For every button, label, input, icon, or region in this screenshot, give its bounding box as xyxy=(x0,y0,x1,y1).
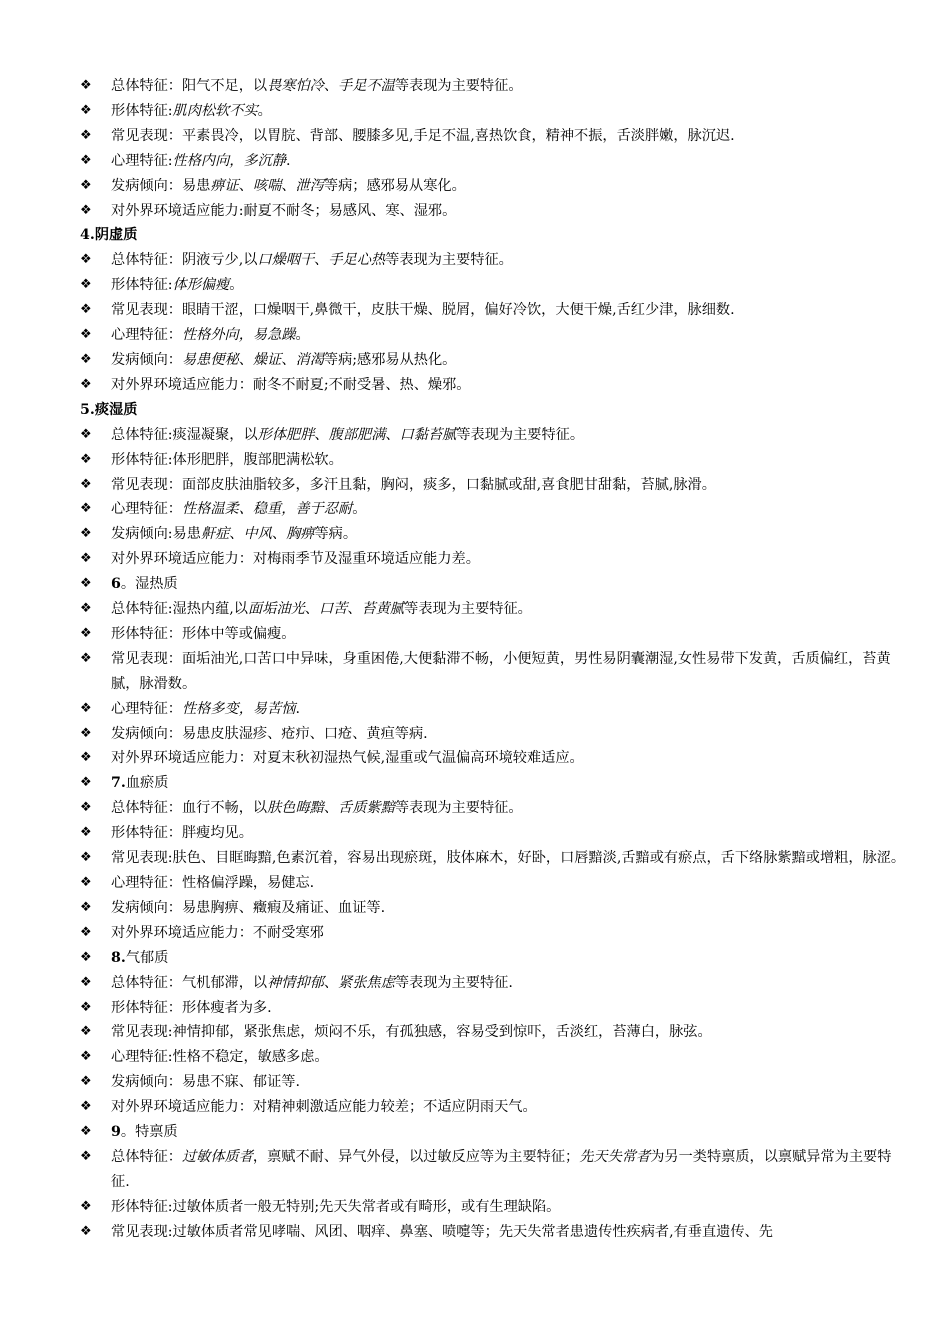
text-run: 心理特征： xyxy=(111,700,182,717)
shire-psych xyxy=(0,697,950,722)
yin-overall xyxy=(0,248,950,273)
text-run: 血瘀质 xyxy=(125,775,169,792)
emphasis-text: 泄泻 xyxy=(295,177,324,194)
qiyu-common xyxy=(0,1020,950,1045)
diamond-bullet-icon: ❖ xyxy=(80,1198,92,1214)
shire-disease xyxy=(0,722,950,747)
line-text xyxy=(80,227,137,243)
line-text xyxy=(111,601,532,617)
document-body xyxy=(0,74,950,1245)
heading-tanshi xyxy=(0,398,950,423)
line-text xyxy=(111,576,178,592)
xueyu-common xyxy=(0,846,950,871)
diamond-bullet-icon: ❖ xyxy=(80,426,92,442)
qiyu-psych xyxy=(0,1045,950,1070)
diamond-bullet-icon: ❖ xyxy=(80,601,92,617)
emphasis-text: 肌肉松软不实 xyxy=(172,102,258,119)
text-run: 、 xyxy=(238,177,253,194)
qiyu-overall xyxy=(0,971,950,996)
text-run: 等表现为主要特征。 xyxy=(394,78,523,94)
line-text xyxy=(111,501,366,517)
line-text xyxy=(111,526,357,542)
text-run: 等表现为主要特征。 xyxy=(456,426,585,443)
text-run: 。湿热质 xyxy=(120,576,178,593)
line-text xyxy=(111,975,513,991)
text-run: 、 xyxy=(323,78,339,94)
line-text xyxy=(111,750,584,766)
line-text xyxy=(111,800,523,816)
text-run: 对外界环境适应能力：不耐受寒邪 xyxy=(111,924,324,941)
emphasis-text: 燥证 xyxy=(252,351,282,368)
tanshi-overall xyxy=(0,423,950,448)
line-text xyxy=(111,726,428,742)
line-text xyxy=(111,452,343,468)
text-run: 等表现为主要特征. xyxy=(394,974,513,991)
line-text xyxy=(111,1074,300,1090)
tanshi-env xyxy=(0,547,950,572)
text-run: 。 xyxy=(295,327,310,344)
text-run: 4. xyxy=(80,227,95,244)
emphasis-text: 口黏苔腻 xyxy=(399,426,457,443)
diamond-bullet-icon: ❖ xyxy=(80,1049,92,1065)
diamond-bullet-icon: ❖ xyxy=(80,351,92,367)
tanshi-form xyxy=(0,448,950,473)
text-run: 对外界环境适应能力:耐夏不耐冬；易感风、寒、湿邪。 xyxy=(111,202,457,219)
diamond-bullet-icon: ❖ xyxy=(80,302,92,318)
text-run: 总体特征：阳气不足，以 xyxy=(111,78,268,94)
text-run: 常见表现：眼睛干涩，口燥咽干,鼻微干，皮肤干燥、脱屑，偏好冷饮，大便干燥,舌红少津，脉细数. xyxy=(111,302,735,319)
text-run: 、 xyxy=(347,601,362,618)
tanshi-common xyxy=(0,473,950,498)
line-text xyxy=(111,103,272,119)
diamond-bullet-icon: ❖ xyxy=(80,725,92,741)
text-run: 发病倾向：易患胸痹、癥瘕及痛证、血证等. xyxy=(111,899,386,916)
diamond-bullet-icon: ❖ xyxy=(80,1124,92,1140)
line-text xyxy=(111,327,310,343)
text-run: 、 xyxy=(238,351,253,368)
line-text xyxy=(111,203,456,219)
text-run: 总体特征：阴液亏少,以 xyxy=(111,252,258,269)
yin-env xyxy=(0,373,950,398)
emphasis-text: 腹部肥满 xyxy=(328,426,386,443)
line-text xyxy=(111,701,300,717)
emphasis-text: 手足心热 xyxy=(328,252,386,269)
diamond-bullet-icon: ❖ xyxy=(80,974,92,990)
emphasis-text: 易患便秘 xyxy=(181,351,239,368)
emphasis-text: 先天失常者 xyxy=(579,1148,651,1165)
diamond-bullet-icon: ❖ xyxy=(80,1148,92,1164)
text-run: 等病;感邪易从热化。 xyxy=(323,351,457,368)
text-run: 7. xyxy=(111,775,126,792)
emphasis-text: 性格外向，易急躁 xyxy=(181,327,296,344)
line-text xyxy=(111,900,385,916)
yin-psych xyxy=(0,323,950,348)
xueyu-env xyxy=(0,921,950,946)
text-run: 总体特征：血行不畅，以 xyxy=(111,800,268,817)
emphasis-text: 咳喘 xyxy=(252,177,282,194)
qiyu-env xyxy=(0,1095,950,1120)
diamond-bullet-icon: ❖ xyxy=(80,1024,92,1040)
text-run: 心理特征: xyxy=(111,152,173,169)
text-run: 对外界环境适应能力：耐冬不耐夏;不耐受暑、热、燥邪。 xyxy=(111,376,471,393)
tanshi-psych xyxy=(0,497,950,522)
qiyu-form xyxy=(0,996,950,1021)
tebing-overall xyxy=(0,1145,950,1195)
diamond-bullet-icon: ❖ xyxy=(80,327,92,343)
text-run: 形体特征：形体中等或偏瘦。 xyxy=(111,625,296,642)
emphasis-text: 体形偏瘦 xyxy=(172,277,230,294)
line-text xyxy=(111,427,584,443)
diamond-bullet-icon: ❖ xyxy=(80,576,92,592)
text-run: 常见表现:肤色、目眶晦黯,色素沉着，容易出现瘀斑，肢体麻木，好卧，口唇黯淡,舌黯或有瘀点，舌下络脉紫黯或增粗，脉涩。 xyxy=(111,850,906,867)
text-run: 发病倾向：易患 xyxy=(111,177,211,194)
line-text xyxy=(111,277,244,293)
diamond-bullet-icon: ❖ xyxy=(80,376,92,392)
diamond-bullet-icon: ❖ xyxy=(80,1223,92,1239)
diamond-bullet-icon: ❖ xyxy=(80,152,92,168)
diamond-bullet-icon: ❖ xyxy=(80,924,92,940)
diamond-bullet-icon: ❖ xyxy=(80,127,92,143)
text-run: 。 xyxy=(352,501,367,518)
yin-form xyxy=(0,273,950,298)
diamond-bullet-icon: ❖ xyxy=(80,1099,92,1115)
diamond-bullet-icon: ❖ xyxy=(80,451,92,467)
text-run: 痰湿质 xyxy=(94,401,138,418)
yang-common xyxy=(0,124,950,149)
line-text xyxy=(111,825,253,841)
text-run: 、 xyxy=(304,601,319,618)
text-run: 心理特征:性格不稳定，敏感多虑。 xyxy=(111,1049,329,1066)
shire-common xyxy=(0,647,950,697)
tanshi-disease xyxy=(0,522,950,547)
text-run: 对外界环境适应能力：对梅雨季节及湿重环境适应能力差。 xyxy=(111,551,480,568)
line-text xyxy=(111,153,291,169)
text-run: 形体特征:体形肥胖，腹部肥满松软。 xyxy=(111,451,343,468)
line-text xyxy=(111,551,480,567)
text-run: 常见表现：面垢油光,口苦口中异味，身重困倦,大便黏滞不畅，小便短黄，男性易阴囊潮湿,女性易带下发黄，舌质偏红，苔黄腻，脉滑数。 xyxy=(111,650,891,692)
line-text xyxy=(111,1099,537,1115)
line-text xyxy=(111,1000,272,1016)
line-text xyxy=(111,377,470,393)
text-run: 、 xyxy=(323,800,339,817)
line-text xyxy=(111,178,466,194)
text-run: 9 xyxy=(111,1124,121,1141)
text-run: 常见表现：平素畏冷，以胃脘、背部、腰膝多见,手足不温,喜热饮食，精神不振，舌淡胖嫩，脉沉迟. xyxy=(111,127,735,144)
diamond-bullet-icon: ❖ xyxy=(80,650,92,666)
text-run: 对外界环境适应能力：对夏末秋初湿热气候,湿重或气温偏高环境较难适应。 xyxy=(111,750,584,767)
diamond-bullet-icon: ❖ xyxy=(80,202,92,218)
diamond-bullet-icon: ❖ xyxy=(80,775,92,791)
text-run: 形体特征: xyxy=(111,102,173,119)
heading-tebing xyxy=(0,1120,950,1145)
yang-env xyxy=(0,199,950,224)
text-run: 为另一类特禀质，以禀赋异常为主要特征. xyxy=(111,1148,892,1190)
diamond-bullet-icon: ❖ xyxy=(80,177,92,193)
tebing-form xyxy=(0,1195,950,1220)
text-run: 总体特征：气机郁滞，以 xyxy=(111,974,268,991)
text-run: 。 xyxy=(229,277,244,294)
line-text xyxy=(111,626,295,642)
text-run: 心理特征： xyxy=(111,501,182,518)
diamond-bullet-icon: ❖ xyxy=(80,899,92,915)
text-run: 等表现为主要特征。 xyxy=(404,601,532,618)
diamond-bullet-icon: ❖ xyxy=(80,551,92,567)
text-run: 发病倾向:易患 xyxy=(111,526,201,543)
emphasis-text: 中风 xyxy=(243,526,272,543)
heading-qiyu xyxy=(0,946,950,971)
text-run: 总体特征： xyxy=(111,1148,182,1165)
diamond-bullet-icon: ❖ xyxy=(80,949,92,965)
yang-form xyxy=(0,99,950,124)
line-text xyxy=(111,252,513,268)
text-run: 总体特征:痰湿凝聚，以 xyxy=(111,426,258,443)
line-text xyxy=(111,875,314,891)
emphasis-text: 形体肥胖 xyxy=(257,426,315,443)
line-text xyxy=(111,128,735,144)
line-text xyxy=(111,925,324,941)
line-text xyxy=(111,78,523,94)
diamond-bullet-icon: ❖ xyxy=(80,1074,92,1090)
text-run: 常见表现:神情抑郁，紧张焦虑，烦闷不乐，有孤独感，容易受到惊吓，舌淡红，苔薄白，脉弦。 xyxy=(111,1024,712,1041)
emphasis-text: 性格内向，多沉静 xyxy=(172,152,287,169)
line-text xyxy=(111,651,891,692)
diamond-bullet-icon: ❖ xyxy=(80,999,92,1015)
xueyu-psych xyxy=(0,871,950,896)
emphasis-text: 面垢油光 xyxy=(247,601,305,618)
text-run: 等病。 xyxy=(314,526,358,543)
text-run: 、 xyxy=(314,426,329,443)
diamond-bullet-icon: ❖ xyxy=(80,476,92,492)
text-run: 形体特征：胖瘦均见。 xyxy=(111,825,253,842)
xueyu-form xyxy=(0,821,950,846)
text-run: . xyxy=(286,152,291,169)
yang-overall xyxy=(0,74,950,99)
yin-disease xyxy=(0,348,950,373)
line-text xyxy=(111,850,905,866)
text-run: 。特禀质 xyxy=(120,1124,178,1141)
emphasis-text: 性格温柔、稳重，善于忍耐 xyxy=(181,501,353,518)
text-run: 8. xyxy=(111,949,126,966)
line-text xyxy=(111,1199,560,1215)
line-text xyxy=(111,1024,712,1040)
emphasis-text: 口燥咽干 xyxy=(257,252,315,269)
diamond-bullet-icon: ❖ xyxy=(80,750,92,766)
text-run: 发病倾向： xyxy=(111,351,182,368)
line-text xyxy=(111,302,735,318)
line-text xyxy=(80,402,137,418)
xueyu-overall xyxy=(0,796,950,821)
text-run: 心理特征：性格偏浮躁，易健忘. xyxy=(111,875,315,891)
text-run: 、 xyxy=(271,526,287,543)
shire-overall xyxy=(0,597,950,622)
emphasis-text: 手足不温 xyxy=(338,78,395,94)
diamond-bullet-icon: ❖ xyxy=(80,850,92,866)
emphasis-text: 紧张焦虑 xyxy=(338,974,395,991)
text-run: 等病；感邪易从寒化。 xyxy=(323,177,466,194)
line-text xyxy=(111,1149,891,1190)
emphasis-text: 鼾症 xyxy=(200,526,230,543)
heading-yin xyxy=(0,223,950,248)
emphasis-text: 舌质紫黯 xyxy=(338,800,395,817)
emphasis-text: 神情抑郁 xyxy=(267,974,324,991)
emphasis-text: 消渴 xyxy=(295,351,324,368)
line-text xyxy=(111,352,456,368)
emphasis-text: 肤色晦黯 xyxy=(267,800,324,817)
text-run: 等表现为主要特征。 xyxy=(385,252,513,269)
text-run: 、 xyxy=(314,252,329,269)
shire-form xyxy=(0,622,950,647)
diamond-bullet-icon: ❖ xyxy=(80,700,92,716)
text-run: ，禀赋不耐、异气外侵，以过敏反应等为主要特征； xyxy=(252,1148,580,1165)
emphasis-text: 过敏体质者 xyxy=(181,1148,253,1165)
shire-env xyxy=(0,746,950,771)
yin-common xyxy=(0,298,950,323)
emphasis-text: 胸痹 xyxy=(286,526,315,543)
emphasis-text: 性格多变，易苦恼 xyxy=(181,700,296,717)
text-run: 形体特征: xyxy=(111,277,173,294)
text-run: 常见表现：面部皮肤油脂较多，多汗且黏，胸闷，痰多，口黏腻或甜,喜食肥甘甜黏，苔腻,脉滑。 xyxy=(111,476,716,493)
text-run: 6 xyxy=(111,576,121,593)
text-run: 、 xyxy=(323,974,339,991)
text-run: 、 xyxy=(281,177,296,194)
yang-disease xyxy=(0,174,950,199)
line-text xyxy=(111,477,716,493)
line-text xyxy=(111,950,168,966)
tebing-common xyxy=(0,1220,950,1245)
diamond-bullet-icon: ❖ xyxy=(80,102,92,118)
diamond-bullet-icon: ❖ xyxy=(80,875,92,890)
emphasis-text: 苔黄腻 xyxy=(361,601,405,618)
line-text xyxy=(111,1224,773,1240)
diamond-bullet-icon: ❖ xyxy=(80,825,92,841)
heading-xueyu xyxy=(0,771,950,796)
yang-psych xyxy=(0,149,950,174)
text-run: 等表现为主要特征。 xyxy=(394,800,523,817)
line-text xyxy=(111,1124,178,1140)
text-run: 形体特征:过敏体质者一般无特别;先天失常者或有畸形，或有生理缺陷。 xyxy=(111,1198,561,1215)
text-run: 阴虚质 xyxy=(94,227,138,244)
text-run: 5. xyxy=(80,401,95,418)
emphasis-text: 痹证 xyxy=(210,177,239,194)
emphasis-text: 口苦 xyxy=(318,601,348,618)
text-run: 常见表现:过敏体质者常见哮喘、风团、咽痒、鼻塞、喷嚏等；先天失常者患遗传性疾病者,有垂直遗传、先 xyxy=(111,1223,773,1240)
diamond-bullet-icon: ❖ xyxy=(80,252,92,268)
text-run: 、 xyxy=(385,426,400,443)
diamond-bullet-icon: ❖ xyxy=(80,501,92,517)
text-run: 、 xyxy=(281,351,296,368)
text-run: 发病倾向：易患不寐、郁证等. xyxy=(111,1074,300,1091)
emphasis-text: 畏寒怕冷 xyxy=(267,78,324,94)
diamond-bullet-icon: ❖ xyxy=(80,78,92,93)
xueyu-disease xyxy=(0,896,950,921)
text-run: 形体特征：形体瘦者为多. xyxy=(111,999,272,1016)
text-run: 对外界环境适应能力：对精神刺激适应能力较差；不适应阴雨天气。 xyxy=(111,1099,537,1116)
heading-shire xyxy=(0,572,950,597)
diamond-bullet-icon: ❖ xyxy=(80,625,92,641)
qiyu-disease xyxy=(0,1070,950,1095)
text-run: 、 xyxy=(229,526,244,543)
text-run: 发病倾向：易患皮肤湿疹、疮疖、口疮、黄疸等病. xyxy=(111,725,428,742)
diamond-bullet-icon: ❖ xyxy=(80,526,92,542)
line-text xyxy=(111,1049,329,1065)
diamond-bullet-icon: ❖ xyxy=(80,800,92,816)
text-run: 总体特征:湿热内蕴,以 xyxy=(111,601,248,618)
text-run: . xyxy=(295,700,300,717)
diamond-bullet-icon: ❖ xyxy=(80,277,92,293)
text-run: 心理特征： xyxy=(111,327,182,344)
text-run: 气郁质 xyxy=(125,949,169,966)
line-text xyxy=(111,775,168,791)
text-run: 。 xyxy=(257,102,272,119)
